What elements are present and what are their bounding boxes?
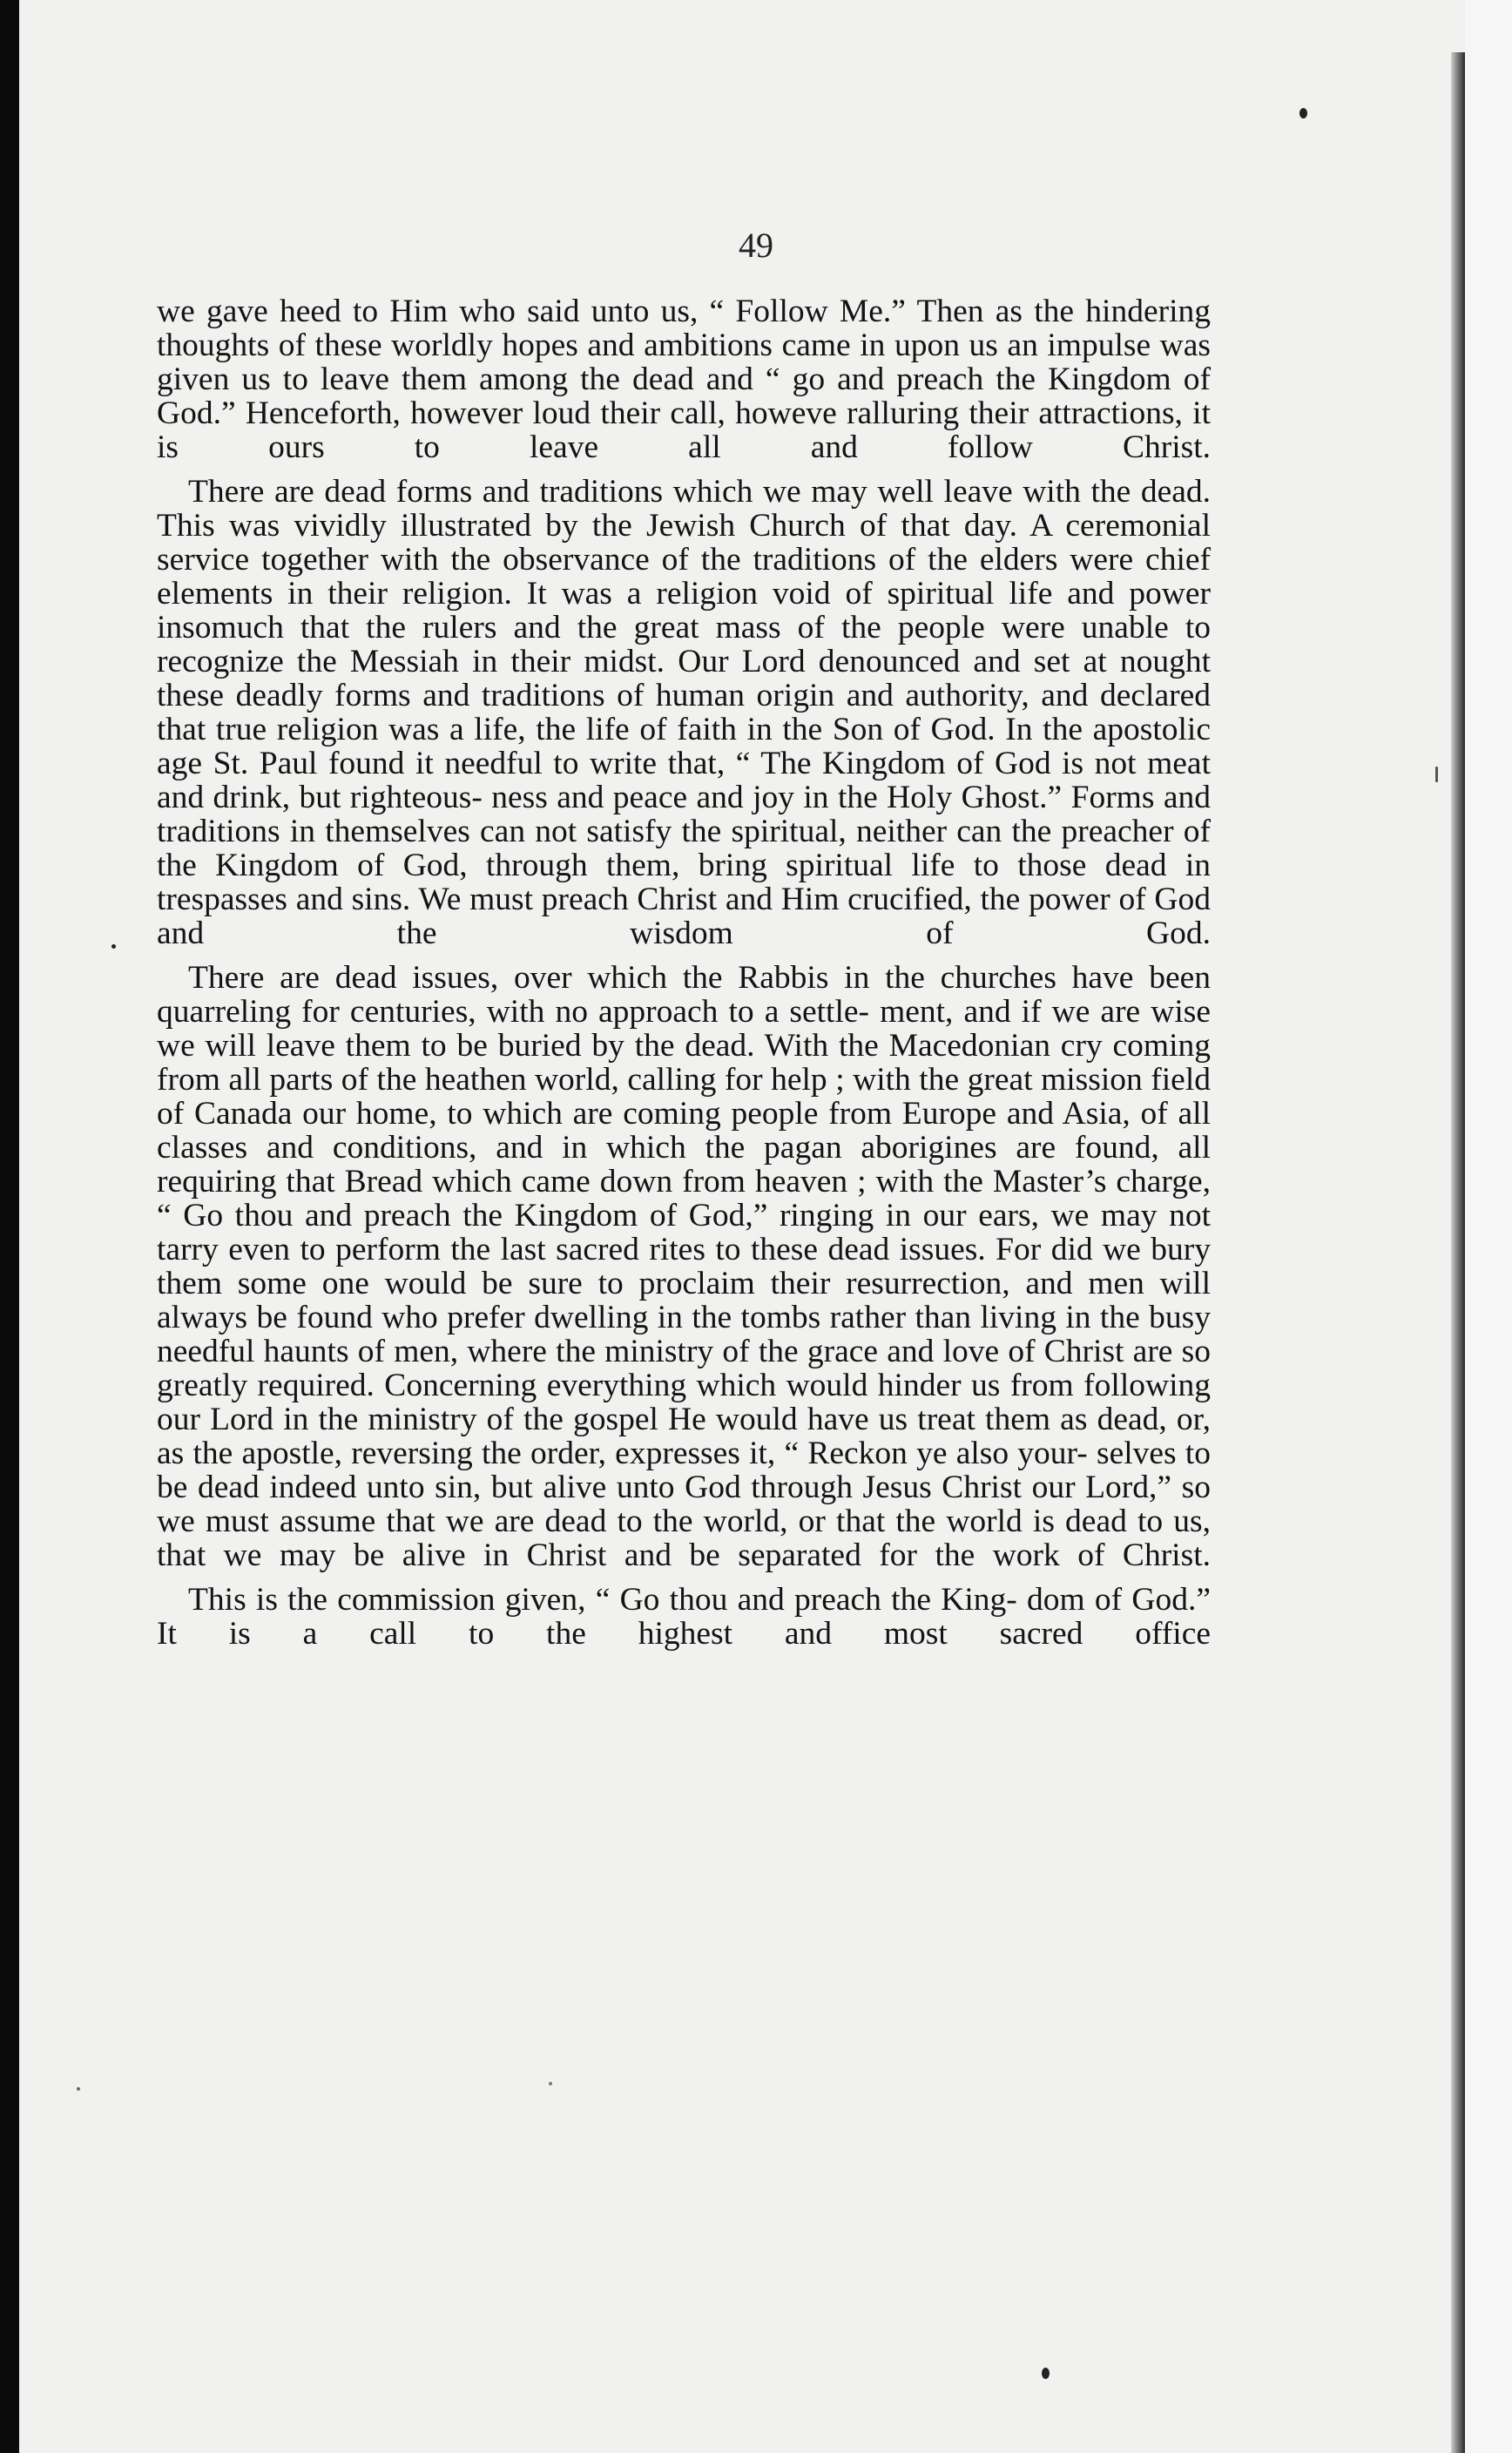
paragraph: There are dead issues, over which the Rabbis in the churches have been quarreling for centuries, with no approach to a settle- ment, and if we are wise we will leave them to be buried by the dead. With the Macedonian cry coming from all parts of the heathen world, calling for help ; with the great mission field of Canada our home, to which are coming people from Europe and Asia, of all classes and conditions, and in which the pagan aborigines are found, all requiring that Bread which came down from heaven ; with the Master’s charge, “ Go thou and preach the Kingdom of God,” ringing in our ears, we may not tarry even to perform the last sacred rites to these dead issues. For did we bury them some one would be sure to proclaim their resurrection, and men will always be found who prefer dwelling in the tombs rather than living in the busy needful haunts of men, where the ministry of the grace and love of Christ are so greatly required. Concerning everything which would hinder us from following our Lord in the ministry of the gospel He would have us treat them as dead, or, as the apostle, reversing the order, expresses it, “ Reckon ye also your- selves to be dead indeed unto sin, but alive unto God through Jesus Christ our Lord,” so we must assume that we are dead to the world, or that the world is dead to us, that we may be alive in Christ and be separated for the work of Christ.	[157, 960, 1211, 1573]
body-text	[157, 294, 1211, 1661]
paragraph: There are dead forms and traditions which we may well leave with the dead. This was vividly illustrated by the Jewish Church of that day. A ceremonial service together with the observance of the traditions of the elders were chief elements in their religion. It was a religion void of spiritual life and power insomuch that the rulers and the great mass of the people were unable to recognize the Messiah in their midst. Our Lord denounced and set at nought these deadly forms and traditions of human origin and authority, and declared that true religion was a life, the life of faith in the Son of God. In the apostolic age St. Paul found it needful to write that, “ The Kingdom of God is not meat and drink, but righteous- ness and peace and joy in the Holy Ghost.” Forms and traditions in themselves can not satisfy the spiritual, neither can the preacher of the Kingdom of God, through them, bring spiritual life to those dead in trespasses and sins. We must preach Christ and Him crucified, the power of God and the wisdom of God.	[157, 474, 1211, 951]
ink-speck	[1435, 767, 1438, 782]
ink-speck	[549, 2082, 552, 2085]
paragraph: we gave heed to Him who said unto us, “ Follow Me.” Then as the hindering thoughts of these worldly hopes and ambitions came in upon us an impulse was given us to leave them among the dead and “ go and preach the Kingdom of God.” Henceforth, however loud their call, howeve ralluring their attractions, it is ours to leave all and follow Christ.	[157, 294, 1211, 465]
ink-speck	[111, 944, 116, 949]
scan-left-edge	[0, 0, 19, 2453]
page-number: 49	[739, 226, 773, 265]
page-fore-edge	[1451, 52, 1465, 2453]
ink-speck	[1299, 108, 1307, 118]
paragraph: This is the commission given, “ Go thou and preach the King- dom of God.” It is a call to the highest and most sacred office	[157, 1582, 1211, 1652]
ink-speck	[1042, 2368, 1050, 2379]
scan-background	[1465, 0, 1512, 2453]
ink-speck	[77, 2087, 80, 2091]
